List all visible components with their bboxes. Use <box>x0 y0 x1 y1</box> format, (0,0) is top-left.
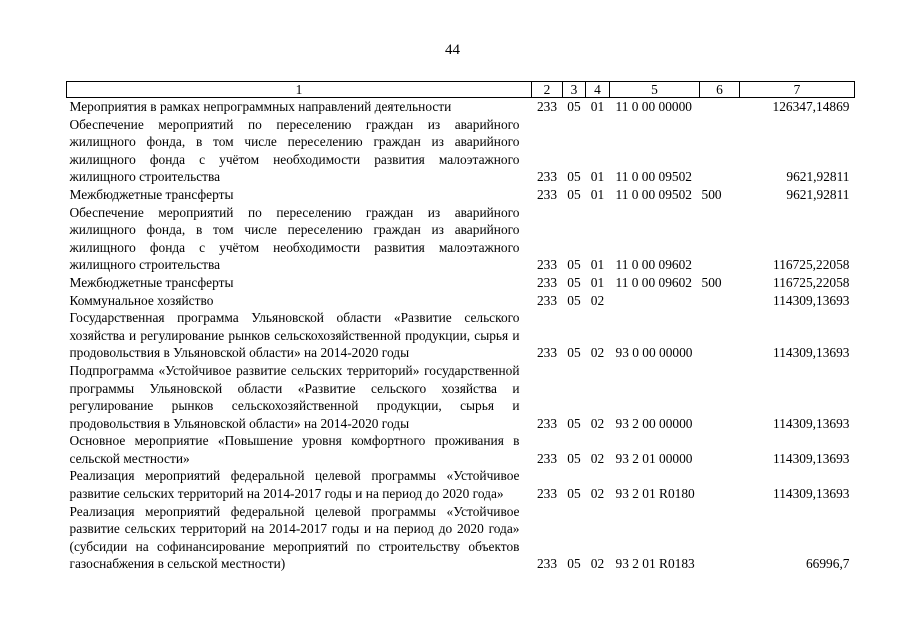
row-subsection-code: 02 <box>590 345 605 361</box>
row-subsection-code: 01 <box>590 186 605 202</box>
row-expense-type <box>700 362 740 432</box>
row-expense-type <box>700 503 740 573</box>
row-amount: 114309,13693 <box>773 345 850 361</box>
row-section-code: 05 <box>567 99 581 114</box>
row-target-article <box>610 292 700 310</box>
row-section-code: 05 <box>567 257 581 273</box>
row-target-article: 93 2 01 00000 <box>615 450 693 466</box>
row-section-code: 05 <box>567 345 581 361</box>
row-subsection-code: 01 <box>590 274 605 290</box>
row-amount: 9621,92811 <box>786 186 850 202</box>
row-amount: 66996,7 <box>805 556 850 572</box>
table-row <box>67 292 855 310</box>
row-section-code: 05 <box>567 274 581 290</box>
row-section-code: 05 <box>567 415 581 431</box>
row-grbs-code: 233 <box>536 186 558 202</box>
row-name: Реализация мероприятий федеральной целевой программы «Устойчивое развитие сельских территорий на 2014-2017 годы и на период до 2020 года» <box>69 468 520 502</box>
row-name: Коммунальное хозяйство <box>69 292 214 308</box>
column-header-expense-type: 6 <box>700 82 740 98</box>
row-section-code: 05 <box>567 169 581 185</box>
table-row <box>67 503 855 573</box>
row-section-code: 05 <box>567 450 581 466</box>
row-target-article: 11 0 00 00000 <box>615 99 692 114</box>
row-name: Межбюджетные трансферты <box>69 274 234 290</box>
table-row <box>67 274 855 292</box>
row-section-code: 05 <box>567 292 581 308</box>
row-grbs-code: 233 <box>536 257 558 273</box>
row-subsection-code: 02 <box>590 415 605 431</box>
table-row <box>67 186 855 204</box>
row-amount: 116725,22058 <box>773 257 850 273</box>
row-grbs-code: 233 <box>536 345 558 361</box>
row-target-article: 11 0 00 09602 <box>615 274 692 290</box>
row-grbs-code: 233 <box>536 486 558 502</box>
row-amount: 114309,13693 <box>773 486 850 502</box>
row-name: Мероприятия в рамках непрограммных направлений деятельности <box>69 99 452 114</box>
row-expense-type: 500 <box>701 274 722 290</box>
row-subsection-code: 02 <box>590 486 605 502</box>
row-expense-type <box>700 432 740 467</box>
row-target-article: 11 0 00 09502 <box>615 169 692 185</box>
row-target-article: 93 2 01 R0183 <box>615 556 695 572</box>
row-name: Обеспечение мероприятий по переселению граждан из аварийного жилищного фонда, в том числе переселению граждан из аварийного жилищного фонда с учётом необходимости развития малоэтажного жилищного строительства <box>69 204 520 273</box>
row-amount: 114309,13693 <box>773 292 850 308</box>
row-subsection-code: 02 <box>590 292 605 308</box>
row-target-article: 93 2 00 00000 <box>615 415 693 431</box>
row-expense-type <box>700 116 740 186</box>
row-grbs-code: 233 <box>536 274 558 290</box>
table-row <box>67 204 855 274</box>
row-amount: 114309,13693 <box>773 450 850 466</box>
row-expense-type <box>700 309 740 362</box>
row-amount: 126347,14869 <box>772 99 850 114</box>
row-grbs-code: 233 <box>536 415 558 431</box>
row-grbs-code: 233 <box>536 169 558 185</box>
row-grbs-code: 233 <box>536 99 558 114</box>
row-target-article: 93 0 00 00000 <box>615 345 693 361</box>
row-subsection-code: 02 <box>590 556 605 572</box>
table-row <box>67 309 855 362</box>
column-header-amount: 7 <box>740 82 855 98</box>
table-row <box>67 467 855 502</box>
budget-table <box>66 81 855 573</box>
page-number: 44 <box>445 42 460 58</box>
row-amount: 114309,13693 <box>773 415 850 431</box>
table-row <box>67 432 855 467</box>
row-name: Государственная программа Ульяновской области «Развитие сельского хозяйства и регулирование рынков сельскохозяйственной продукции, сырья и продовольствия в Ульяновской области» на 2014-2020 годы <box>69 310 520 361</box>
row-grbs-code: 233 <box>536 556 558 572</box>
row-grbs-code: 233 <box>536 450 558 466</box>
column-header-section: 3 <box>563 82 586 98</box>
column-header-grbs: 2 <box>532 82 563 98</box>
table-row <box>67 116 855 186</box>
row-name: Обеспечение мероприятий по переселению граждан из аварийного жилищного фонда, в том числе переселению граждан из аварийного жилищного фонда с учётом необходимости развития малоэтажного жилищного строительства <box>69 116 520 185</box>
row-target-article: 11 0 00 09602 <box>615 257 692 273</box>
row-expense-type <box>700 292 740 310</box>
row-expense-type <box>700 98 740 116</box>
table-row <box>67 362 855 432</box>
row-target-article: 11 0 00 09502 <box>615 186 692 202</box>
row-target-article: 93 2 01 R0180 <box>615 486 695 502</box>
row-name: Основное мероприятие «Повышение уровня комфортного проживания в сельской местности» <box>69 433 520 466</box>
row-section-code: 05 <box>567 556 581 572</box>
row-name: Реализация мероприятий федеральной целевой программы «Устойчивое развитие сельских территорий на 2014-2017 годы и на период до 2020 года» (субсидии на софинансирование мероприятий по строительству объектов газоснабжения в сельской местности) <box>69 503 520 572</box>
row-name: Межбюджетные трансферты <box>69 186 234 202</box>
table-row <box>67 98 855 116</box>
row-subsection-code: 01 <box>590 99 605 114</box>
row-expense-type <box>700 204 740 274</box>
row-expense-type <box>700 467 740 502</box>
row-section-code: 05 <box>567 186 581 202</box>
column-header-target-article: 5 <box>610 82 700 98</box>
row-amount: 116725,22058 <box>773 274 850 290</box>
table-header-row <box>67 82 855 98</box>
row-name: Подпрограмма «Устойчивое развитие сельских территорий» государственной программы Ульяновской области «Развитие сельского хозяйства и регулирование рынков сельскохозяйственной продукции, сырья и продовольствия в Ульяновской области» на 2014-2020 годы <box>69 362 520 431</box>
row-section-code: 05 <box>567 486 581 502</box>
column-header-name: 1 <box>67 82 532 98</box>
row-amount: 9621,92811 <box>786 169 850 185</box>
row-grbs-code: 233 <box>536 292 558 308</box>
row-subsection-code: 01 <box>590 169 605 185</box>
column-header-subsection: 4 <box>586 82 610 98</box>
row-subsection-code: 01 <box>590 257 605 273</box>
row-expense-type: 500 <box>701 186 722 202</box>
row-subsection-code: 02 <box>590 450 605 466</box>
